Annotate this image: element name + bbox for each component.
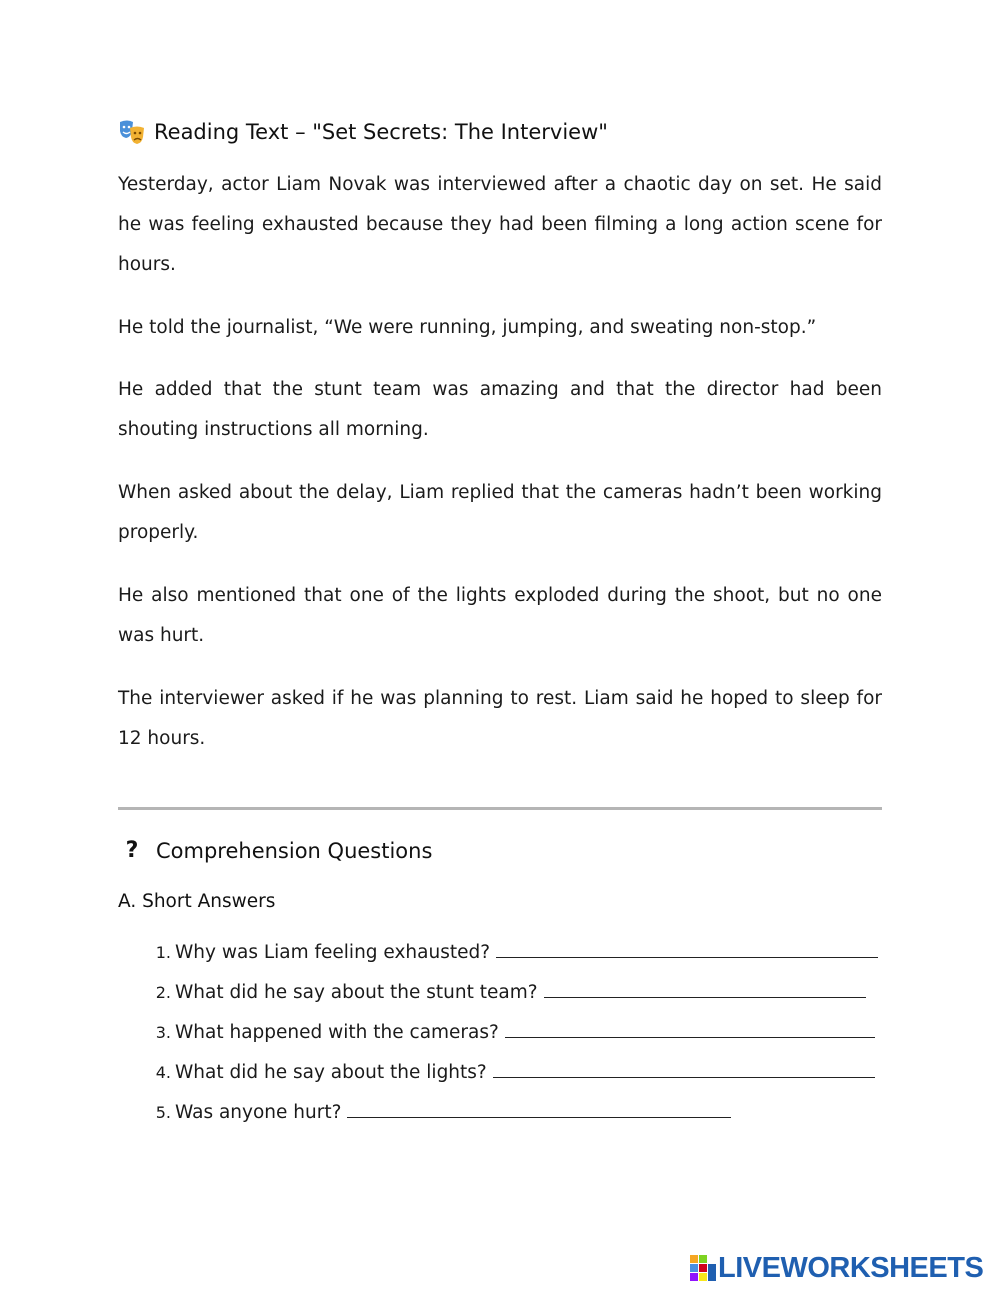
liveworksheets-logo[interactable] <box>690 1251 984 1284</box>
answer-blank-4[interactable] <box>493 1059 875 1078</box>
answer-blank-3[interactable] <box>505 1019 875 1038</box>
questions-title <box>118 838 432 863</box>
answer-blank-5[interactable] <box>347 1099 731 1118</box>
paragraph-6: The interviewer asked if he was planning to rest. Liam said he hoped to sleep for 12 hours. <box>118 688 882 749</box>
question-text: Why was Liam feeling exhausted? <box>175 942 491 963</box>
question-item <box>118 1059 882 1099</box>
reading-title-text: Reading Text – "Set Secrets: The Interview" <box>154 120 608 144</box>
logo-text: LIVEWORKSHEETS <box>718 1251 984 1284</box>
theater-masks-icon <box>118 118 146 146</box>
section-divider <box>118 807 882 810</box>
paragraph-3: He added that the stunt team was amazing and that the director had been shouting instructions all morning. <box>118 379 882 440</box>
lw-blocks-icon <box>690 1255 716 1281</box>
paragraph-2: He told the journalist, “We were running, jumping, and sweating non-stop.” <box>118 317 817 338</box>
paragraph-1: Yesterday, actor Liam Novak was interviewed after a chaotic day on set. He said he was feeling exhausted because they had been filming a long action scene for hours. <box>118 174 882 275</box>
question-number: 5. <box>155 1103 171 1122</box>
question-number: 1. <box>155 943 171 962</box>
questions-title-text: Comprehension Questions <box>156 838 433 863</box>
question-text: What happened with the cameras? <box>175 1022 499 1043</box>
question-item <box>118 979 882 1019</box>
question-number: 2. <box>155 983 171 1002</box>
paragraph-4: When asked about the delay, Liam replied that the cameras hadn’t been working properly. <box>118 482 882 543</box>
answer-blank-1[interactable] <box>496 939 878 958</box>
question-mark-icon: ? <box>125 838 139 863</box>
section-a-heading: A. Short Answers <box>118 891 276 912</box>
question-number: 3. <box>155 1023 171 1042</box>
question-item <box>118 939 882 979</box>
paragraph-5: He also mentioned that one of the lights exploded during the shoot, but no one was hurt. <box>118 585 882 646</box>
question-number: 4. <box>155 1063 171 1082</box>
answer-blank-2[interactable] <box>544 979 866 998</box>
question-text: What did he say about the stunt team? <box>175 982 538 1003</box>
question-text: What did he say about the lights? <box>175 1062 487 1083</box>
question-list <box>118 939 882 1139</box>
question-item <box>118 1099 882 1139</box>
question-text: Was anyone hurt? <box>175 1102 342 1123</box>
reading-title <box>118 118 608 146</box>
question-item <box>118 1019 882 1059</box>
